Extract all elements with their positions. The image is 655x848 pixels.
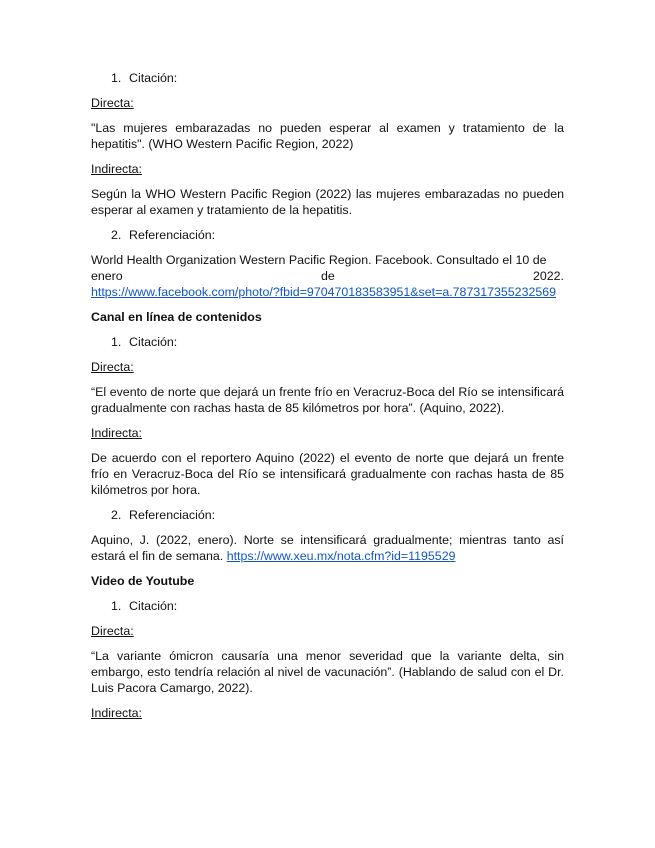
list-label: Referenciación: [129,228,216,242]
list-label: Citación: [129,335,178,349]
indirect-label: Indirecta: [91,426,142,440]
facebook-link[interactable]: https://www.facebook.com/photo/?fbid=970470183583951&set=a.787317355232569 [91,285,557,299]
reference-word: de [320,269,335,283]
direct-quote: “La variante ómicron causaría una menor severidad que la variante delta, sin embargo, esto tendría relación al nivel de vacunación”. (Hablando de salud con el Dr. Luis Pacora Camargo, 2022). [91,649,564,695]
direct-label: Directa: [91,624,134,638]
reference-body: Aquino, J. (2022, enero). Norte se intensificará gradualmente; mientras tanto así estará el fin de semana. [91,533,564,563]
direct-quote: "Las mujeres embarazadas no pueden esperar al examen y tratamiento de la hepatitis". (WHO Western Pacific Region, 2022) [91,121,564,151]
reference-text [91,532,564,564]
direct-quote: “El evento de norte que dejará un frente frío en Veracruz-Boca del Río se intensificará gradualmente con rachas hasta de 85 kilómetros por hora”. (Aquino, 2022). [91,385,564,415]
reference-item [91,507,564,523]
indirect-quote: De acuerdo con el reportero Aquino (2022) el evento de norte que dejará un frente frío en Veracruz-Boca del Río se intensificará gradualmente con rachas hasta de 85 kilómetros por hora. [91,451,564,497]
reference-line: World Health Organization Western Pacific Region. Facebook. Consultado el 10 de [91,253,547,267]
reference-word: 2022. [532,269,564,283]
list-label: Citación: [129,599,178,613]
list-number: 1. [111,599,122,613]
reference-item [91,227,564,243]
reference-block [91,252,564,300]
citation-item [91,70,564,86]
section-heading: Canal en línea de contenidos [91,310,262,324]
citation-item [91,598,564,614]
section-heading: Video de Youtube [91,574,195,588]
indirect-label: Indirecta: [91,706,142,720]
xeu-link[interactable]: https://www.xeu.mx/nota.cfm?id=1195529 [226,549,456,563]
list-label: Citación: [129,71,178,85]
reference-line-justified [91,268,564,284]
reference-word: enero [91,269,123,283]
indirect-label: Indirecta: [91,162,142,176]
indirect-quote: Según la WHO Western Pacific Region (2022) las mujeres embarazadas no pueden esperar al examen y tratamiento de la hepatitis. [91,187,564,217]
list-number: 1. [111,71,122,85]
list-number: 2. [111,228,122,242]
citation-item [91,334,564,350]
direct-label: Directa: [91,96,134,110]
list-label: Referenciación: [129,508,216,522]
list-number: 1. [111,335,122,349]
direct-label: Directa: [91,360,134,374]
list-number: 2. [111,508,122,522]
document-page [91,70,564,730]
